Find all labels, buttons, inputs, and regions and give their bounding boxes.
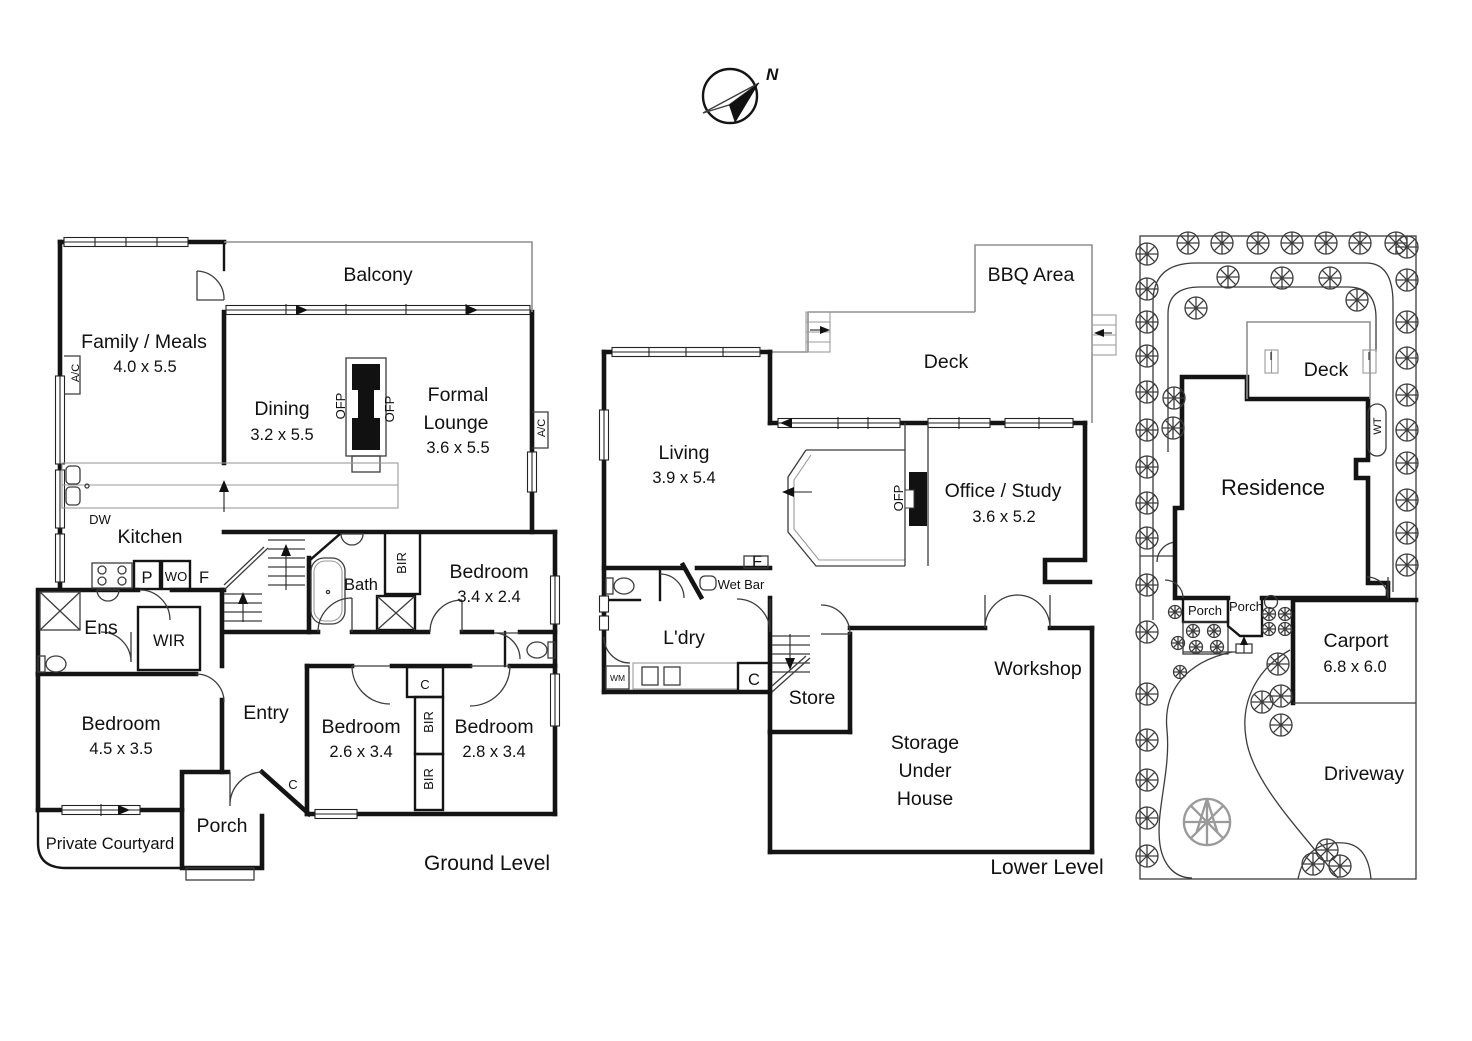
north-label: N bbox=[766, 65, 779, 84]
tree-icon bbox=[1184, 799, 1230, 845]
formal-lounge-label1: Formal bbox=[427, 384, 489, 406]
carport-label: Carport bbox=[1323, 630, 1389, 652]
entry-label: Entry bbox=[243, 702, 289, 724]
stairs-icon bbox=[219, 480, 305, 622]
tree-row-top bbox=[1177, 232, 1407, 254]
cupboard-label: C bbox=[748, 671, 760, 689]
door-arc bbox=[604, 637, 630, 663]
office-dims: 3.6 x 5.2 bbox=[972, 508, 1036, 526]
toilet-icon bbox=[606, 578, 634, 594]
kitchen-label: Kitchen bbox=[117, 526, 183, 548]
carport-dims: 6.8 x 6.0 bbox=[1323, 658, 1387, 676]
bedroom1-dims: 3.4 x 2.4 bbox=[457, 588, 521, 606]
stairs-icon bbox=[772, 634, 810, 692]
shower-icon bbox=[40, 592, 80, 630]
tree-col-right bbox=[1396, 236, 1418, 576]
toilet-icon bbox=[38, 656, 66, 672]
bir-label: BIR bbox=[421, 711, 436, 733]
wir-label: WIR bbox=[152, 632, 186, 650]
wetbar-sink-icon bbox=[700, 576, 716, 590]
ofp-label: OFP bbox=[382, 395, 397, 423]
door-arc bbox=[140, 590, 170, 620]
ground-level-plan bbox=[38, 237, 560, 880]
deck-label: Deck bbox=[923, 351, 969, 373]
bay-window bbox=[782, 450, 905, 566]
cupboard-label: C bbox=[288, 777, 298, 792]
basin-icon bbox=[341, 534, 363, 545]
storage-label1: Storage bbox=[890, 732, 960, 754]
dining-dims: 3.2 x 5.5 bbox=[250, 426, 314, 444]
office-label: Office / Study bbox=[944, 480, 1062, 502]
cupboard-label: C bbox=[420, 677, 430, 692]
bir-label: BIR bbox=[394, 552, 409, 574]
laundry-label: L'dry bbox=[663, 627, 705, 649]
door-arc bbox=[318, 598, 352, 632]
wm-label: WM bbox=[609, 673, 626, 683]
ens-label: Ens bbox=[84, 617, 118, 639]
door-arc bbox=[352, 666, 390, 704]
driveway-step bbox=[1236, 636, 1252, 653]
toilet-icon bbox=[527, 642, 555, 658]
bath-label: Bath bbox=[344, 576, 378, 594]
driveway-label: Driveway bbox=[1323, 763, 1405, 785]
fridge-label: F bbox=[751, 553, 763, 571]
door-arc bbox=[737, 599, 770, 632]
deck-slider-band bbox=[778, 417, 900, 429]
living-dims: 3.9 x 5.4 bbox=[652, 469, 716, 487]
bedroom3-label: Bedroom bbox=[321, 716, 401, 738]
formal-lounge-dims: 3.6 x 5.5 bbox=[426, 439, 490, 457]
ofp-label: OFP bbox=[333, 392, 348, 420]
ground-level-title: Ground Level bbox=[423, 852, 551, 875]
balcony-door-band bbox=[226, 304, 530, 315]
deck-stairs-icon bbox=[1092, 315, 1116, 355]
family-meals-dims: 4.0 x 5.5 bbox=[113, 358, 177, 376]
ofp-label: OFP bbox=[891, 484, 906, 512]
washing-machine-icon bbox=[606, 666, 629, 689]
bedroom4-dims: 2.8 x 3.4 bbox=[462, 743, 526, 761]
courtyard-slider bbox=[62, 804, 140, 816]
shower-icon bbox=[377, 596, 415, 630]
fridge-label: F bbox=[198, 569, 210, 587]
north-arrow-icon bbox=[703, 65, 779, 123]
door-arc bbox=[660, 574, 684, 598]
kitchen-bench bbox=[62, 463, 398, 508]
lawn-edge bbox=[1159, 652, 1232, 878]
wetbar-label: Wet Bar bbox=[717, 577, 765, 592]
bathtub-icon bbox=[311, 558, 345, 624]
bedroom1-label: Bedroom bbox=[449, 561, 529, 583]
bir-label: BIR bbox=[421, 768, 436, 790]
residence-label: Residence bbox=[1221, 475, 1325, 500]
family-meals-label: Family / Meals bbox=[81, 331, 207, 353]
door-arc bbox=[470, 666, 510, 706]
bedroom4-label: Bedroom bbox=[454, 716, 534, 738]
ac-label: A/C bbox=[536, 418, 548, 438]
storage-label3: House bbox=[896, 788, 954, 810]
wall-oven-label: WO bbox=[164, 569, 188, 584]
pantry-label: P bbox=[141, 569, 153, 587]
formal-lounge-label2: Lounge bbox=[423, 412, 489, 434]
dining-label: Dining bbox=[254, 398, 310, 420]
courtyard-label: Private Courtyard bbox=[45, 835, 175, 853]
double-door-arc bbox=[985, 595, 1050, 628]
bedroom2-dims: 4.5 x 3.5 bbox=[89, 740, 153, 758]
store-label: Store bbox=[788, 687, 836, 709]
door-arc bbox=[230, 772, 262, 806]
site-porch2-label: Porch bbox=[1229, 599, 1263, 614]
fireplace-ofp bbox=[905, 423, 928, 566]
lower-level-title: Lower Level bbox=[990, 856, 1104, 879]
water-tank-icon bbox=[1368, 404, 1386, 456]
dw-label: DW bbox=[89, 512, 111, 527]
cooktop-icon bbox=[92, 563, 132, 588]
fireplace-ofp bbox=[346, 358, 386, 472]
tree-col-left bbox=[1136, 243, 1158, 867]
living-label: Living bbox=[658, 442, 710, 464]
door-arc bbox=[197, 271, 224, 300]
wt-label: WT bbox=[1372, 417, 1384, 435]
bbq-label: BBQ Area bbox=[987, 264, 1075, 286]
storage-label2: Under bbox=[898, 760, 952, 782]
bedroom3-dims: 2.6 x 3.4 bbox=[329, 743, 393, 761]
site-deck-label: Deck bbox=[1303, 359, 1349, 381]
workshop-label: Workshop bbox=[994, 658, 1082, 680]
balcony-label: Balcony bbox=[343, 264, 413, 286]
site-plan bbox=[1136, 232, 1418, 879]
bedroom2-label: Bedroom bbox=[81, 713, 161, 735]
lower-level-plan bbox=[600, 245, 1117, 879]
porch-label: Porch bbox=[196, 815, 248, 837]
site-porch1-label: Porch bbox=[1188, 603, 1222, 618]
deck-stairs-icon bbox=[806, 312, 830, 352]
door-arc bbox=[821, 605, 850, 634]
ac-label: A/C bbox=[70, 363, 82, 383]
